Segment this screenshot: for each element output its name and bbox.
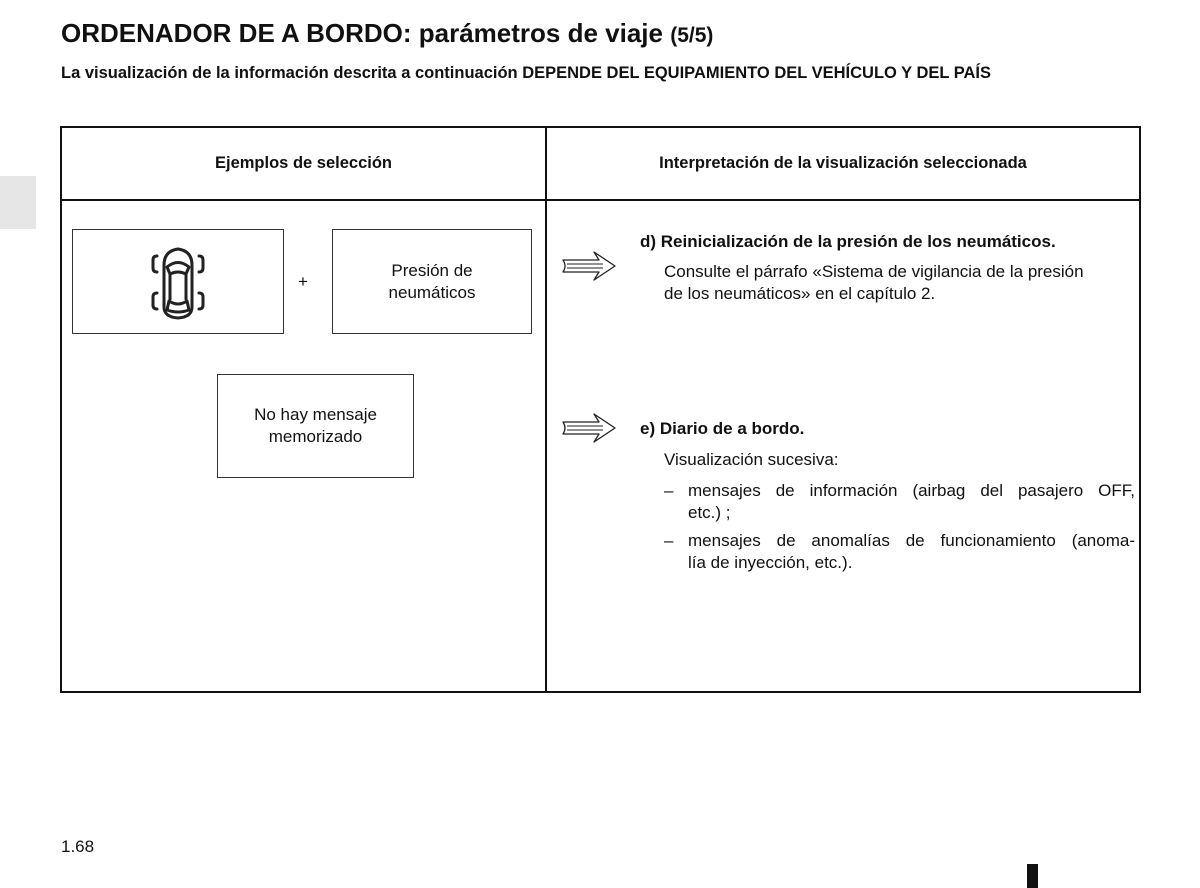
page-subtitle: La visualización de la información descrita a continuación DEPENDE DEL EQUIPAMIENTO DEL VEHÍCULO Y DEL PAÍS — [61, 64, 992, 82]
bullet-2 — [688, 530, 1135, 574]
column-header-examples: Ejemplos de selección — [215, 154, 392, 172]
item-d-line1: Consulte el párrafo «Sistema de vigilancia de la presión — [664, 262, 1084, 281]
plus-sign: + — [298, 272, 308, 291]
item-d-heading: Reinicialización de la presión de los neumáticos. — [660, 232, 1056, 251]
item-e-letter: e) — [640, 419, 656, 438]
tire-pressure-box-line1: Presión de — [391, 260, 473, 280]
page-number: 1.68 — [61, 837, 95, 856]
page-title — [61, 18, 713, 49]
item-d-letter: d) — [640, 232, 657, 251]
bullet-dash: – — [664, 481, 674, 500]
item-e-heading: Diario de a bordo. — [659, 419, 805, 438]
page-part-indicator: (5/5) — [670, 24, 714, 47]
no-message-box-line2: memorizado — [268, 427, 363, 446]
selection-table — [60, 126, 1141, 693]
bullet-1-line2: etc.) ; — [688, 503, 731, 522]
bullet-1-line1: mensajes de información (airbag del pasajero OFF, — [688, 481, 1135, 500]
no-message-box — [217, 374, 414, 478]
table-header-divider — [62, 199, 1139, 201]
tire-pressure-message-box — [332, 229, 532, 334]
item-d-title — [640, 231, 1056, 253]
bullet-2-line2: lía de inyección, etc.). — [688, 553, 853, 572]
display-icon-box — [72, 229, 284, 334]
column-header-interpretation: Interpretación de la visualización seleccionada — [659, 154, 1027, 172]
page-edge-mark — [1027, 864, 1038, 888]
table-column-divider — [545, 128, 547, 691]
item-e-intro: Visualización sucesiva: — [664, 450, 839, 469]
car-tire-pressure-icon — [148, 237, 208, 327]
double-arrow-icon-e — [561, 411, 617, 445]
item-d-line2: de los neumáticos» en el capítulo 2. — [664, 284, 936, 303]
item-e-title — [640, 418, 804, 440]
tire-pressure-box-line2: neumáticos — [388, 282, 476, 302]
bullet-2-line1: mensajes de anomalías de funcionamiento (anoma- — [688, 531, 1135, 550]
page-title-text: ORDENADOR DE A BORDO: parámetros de viaje — [61, 18, 663, 48]
chapter-side-tab — [0, 176, 36, 229]
double-arrow-icon-d — [561, 249, 617, 283]
no-message-box-line1: No hay mensaje — [254, 405, 377, 424]
bullet-1 — [688, 480, 1135, 524]
bullet-dash: – — [664, 531, 674, 550]
